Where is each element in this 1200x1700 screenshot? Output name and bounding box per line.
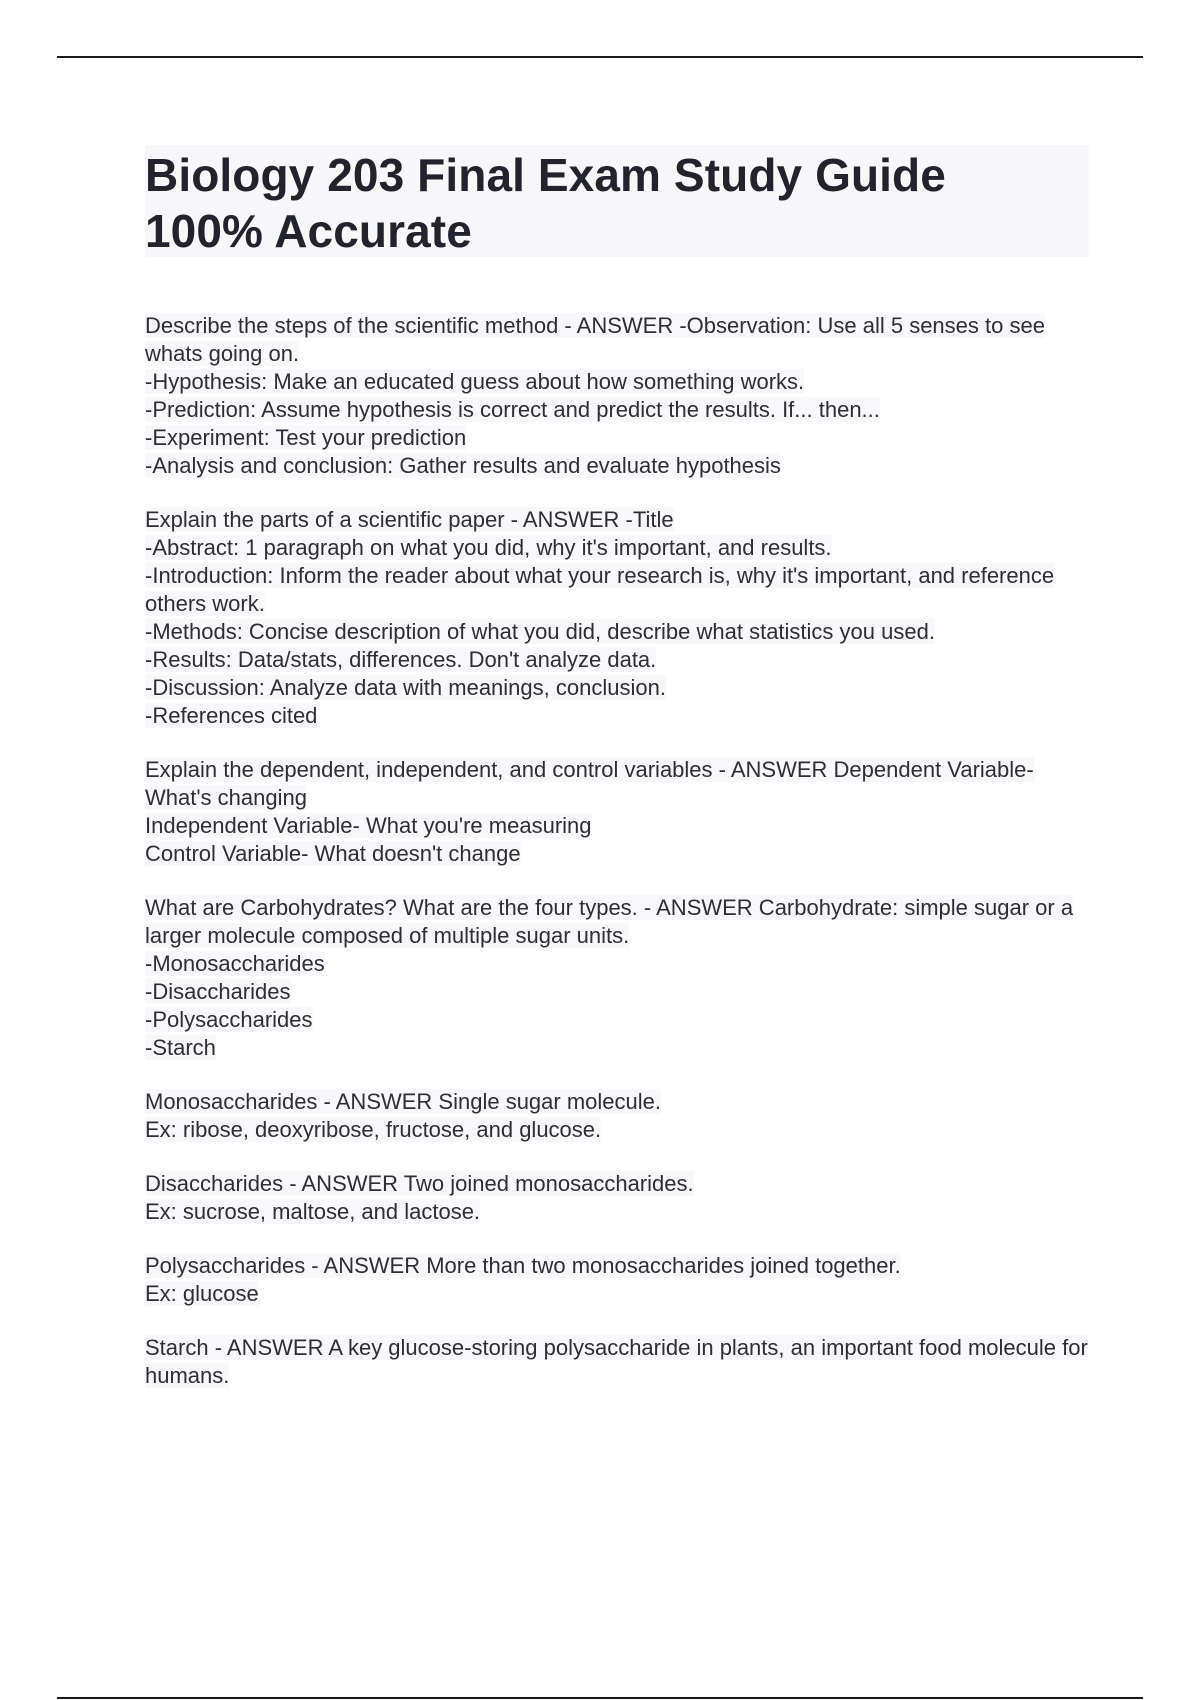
title-line-2: 100% Accurate: [145, 205, 472, 257]
top-rule: [57, 56, 1143, 58]
qa-text: Starch - ANSWER A key glucose-storing polysaccharide in plants, an important food molecule for humans.: [145, 1335, 1088, 1388]
qa-entry-scientific-method: [145, 312, 1089, 480]
qa-text: Disaccharides - ANSWER Two joined monosaccharides. Ex: sucrose, maltose, and lactose.: [145, 1171, 694, 1224]
study-guide-content: [145, 312, 1089, 1416]
qa-text: What are Carbohydrates? What are the four types. - ANSWER Carbohydrate: simple sugar or a larger molecule composed of multiple sugar units. -Monosaccharides -Disaccharides -Polysaccharides -Starch: [145, 895, 1074, 1060]
title-block: [145, 145, 1089, 257]
qa-entry-carbohydrates: [145, 894, 1089, 1062]
qa-entry-scientific-paper: [145, 506, 1089, 730]
qa-entry-starch: [145, 1334, 1089, 1390]
qa-text: Explain the dependent, independent, and control variables - ANSWER Dependent Variable- What's changing Independent Variable- What you're measuring Control Variable- What doesn't change: [145, 757, 1034, 866]
qa-entry-polysaccharides: [145, 1252, 1089, 1308]
qa-text: Describe the steps of the scientific method - ANSWER -Observation: Use all 5 senses to see whats going on. -Hypothesis: Make an educated guess about how something works. -Prediction: Assume hypothesis is correct and predict the results. If... then... -Experiment: Test your prediction -Analysis and conclusion: Gather results and evaluate hypothesis: [145, 313, 1045, 478]
qa-text: Monosaccharides - ANSWER Single sugar molecule. Ex: ribose, deoxyribose, fructose, and glucose.: [145, 1089, 662, 1142]
qa-text: Polysaccharides - ANSWER More than two monosaccharides joined together. Ex: glucose: [145, 1253, 901, 1306]
qa-entry-variables: [145, 756, 1089, 868]
title-line-1: Biology 203 Final Exam Study Guide: [145, 149, 946, 201]
qa-entry-monosaccharides: [145, 1088, 1089, 1144]
qa-text: Explain the parts of a scientific paper - ANSWER -Title -Abstract: 1 paragraph on what you did, why it's important, and results. -Introduction: Inform the reader about what your research is, why it's important, and reference others work. -Methods: Concise description of what you did, describe what statistics you used. -Results: Data/stats, differences. Don't analyze data. -Discussion: Analyze data with meanings, conclusion. -References cited: [145, 507, 1055, 728]
qa-entry-disaccharides: [145, 1170, 1089, 1226]
page-title: [145, 147, 1089, 259]
bottom-rule: [57, 1697, 1143, 1699]
